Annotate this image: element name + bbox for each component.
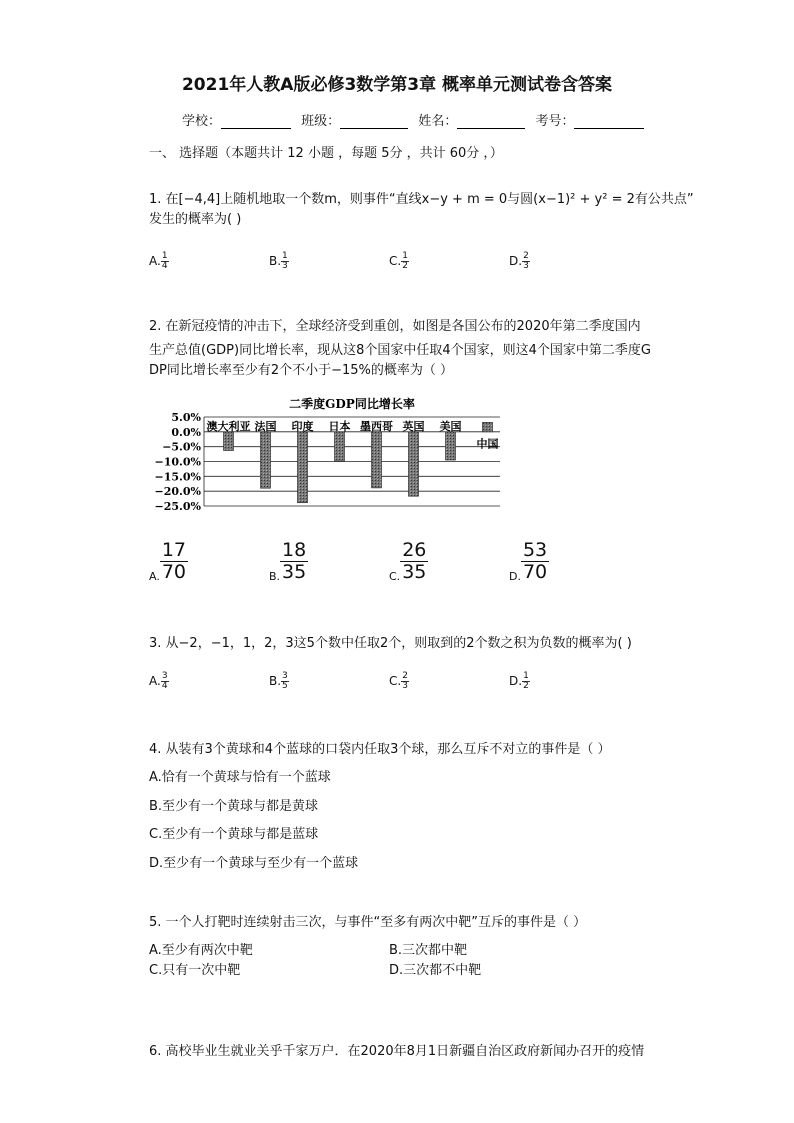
option-letter: A. (149, 674, 161, 688)
numerator: 2 (402, 671, 408, 681)
category-label: 墨西哥 (360, 419, 393, 433)
category-label: 澳大利亚 (206, 419, 251, 433)
name-blank (457, 114, 525, 129)
fraction (400, 540, 428, 583)
page-title: 2021年人教A版必修3数学第3章 概率单元测试卷含答案 (181, 75, 613, 95)
fraction (281, 672, 289, 691)
denominator: 3 (282, 261, 288, 271)
y-tick-label: −15.0% (154, 470, 201, 484)
option-letter: B. (269, 674, 282, 688)
fraction (281, 252, 289, 271)
denominator: 4 (161, 681, 168, 691)
student-info-row (182, 110, 644, 129)
y-tick-label: −5.0% (162, 440, 201, 454)
question-2-line-1: 2. 在新冠疫情的冲击下，全球经济受到重创，如图是各国公布的2020年第二季度国内 (149, 319, 641, 334)
question-5-option-c: C.只有一次中靶 (149, 963, 241, 978)
option-letter: A. (149, 570, 160, 583)
bar-0 (224, 432, 234, 451)
option-letter: A. (149, 254, 161, 268)
numerator: 3 (161, 671, 168, 681)
q3-option-c (389, 672, 409, 691)
q2-option-d (509, 540, 549, 583)
numerator: 26 (402, 539, 427, 561)
class-label: 班级： (301, 114, 341, 129)
q1-option-c (389, 252, 409, 271)
bar-4 (372, 432, 382, 488)
numerator: 17 (161, 539, 187, 561)
fraction (401, 672, 409, 691)
gdp-growth-chart (150, 393, 510, 515)
question-1-line-1: 1. 在[−4,4]上随机地取一个数m，则事件“直线x−y + m = 0与圆(x−1)² + y² = 2有公共点” (149, 192, 694, 207)
q1-option-a (149, 252, 169, 271)
name-label: 姓名： (418, 114, 458, 129)
numerator: 1 (402, 251, 408, 261)
fraction (401, 252, 409, 271)
q1-option-b (269, 252, 289, 271)
bar-3 (335, 432, 345, 461)
school-blank (221, 114, 291, 129)
number-label: 考号： (535, 114, 575, 129)
option-letter: C. (389, 570, 401, 583)
option-letter: D. (509, 570, 521, 583)
fraction (522, 672, 530, 691)
numerator: 3 (282, 671, 288, 681)
question-5-option-d: D.三次都不中靶 (389, 963, 482, 978)
q3-option-b (269, 672, 289, 691)
category-label: 中国 (476, 437, 499, 451)
denominator: 4 (161, 261, 168, 271)
question-5-option-a: A.至少有两次中靶 (149, 943, 253, 958)
question-2-line-2: 生产总值(GDP)同比增长率，现从这8个国家中任取4个国家，则这4个国家中第二季度G (149, 343, 651, 358)
q2-option-b (269, 540, 308, 583)
option-letter: C. (389, 674, 402, 688)
denominator: 70 (522, 561, 548, 583)
category-label: 印度 (291, 419, 314, 433)
number-blank (574, 114, 644, 129)
denominator: 2 (402, 261, 408, 271)
question-4-option-a: A.恰有一个黄球与恰有一个蓝球 (149, 770, 331, 785)
numerator: 1 (282, 251, 288, 261)
fraction (161, 672, 169, 691)
question-6-line-1: 6. 高校毕业生就业关乎千家万户．在2020年8月1日新疆自治区政府新闻办召开的疫情 (149, 1044, 645, 1059)
y-tick-label: 5.0% (171, 411, 201, 424)
question-5-option-b: B.三次都中靶 (389, 943, 468, 958)
denominator: 5 (282, 681, 288, 691)
question-3-line-1: 3. 从−2，−1，1，2，3这5个数中任取2个，则取到的2个数之积为负数的概率为( ) (149, 636, 632, 651)
fraction (521, 540, 549, 583)
question-2-line-3: DP同比增长率至少有2个不小于−15%的概率为（ ） (149, 363, 454, 378)
chart-title: 二季度GDP同比增长率 (289, 397, 415, 411)
q2-option-c (389, 540, 428, 583)
numerator: 18 (282, 539, 307, 561)
category-label: 日本 (328, 419, 351, 433)
fraction (161, 252, 169, 271)
category-label: 美国 (439, 419, 462, 433)
bar-1 (261, 432, 271, 488)
numerator: 2 (523, 251, 529, 261)
question-4-line-1: 4. 从装有3个黄球和4个蓝球的口袋内任取3个球，那么互斥不对立的事件是（ ） (149, 742, 611, 757)
school-label: 学校： (182, 114, 222, 129)
y-tick-label: 0.0% (171, 425, 201, 439)
denominator: 35 (402, 561, 427, 583)
y-tick-label: −10.0% (154, 455, 201, 469)
fraction (160, 540, 188, 583)
fraction (522, 252, 530, 271)
bar-5 (409, 432, 419, 496)
denominator: 3 (402, 681, 408, 691)
section-heading: 一、 选择题（本题共计 12 小题 ，每题 5分 ，共计 60分 ，） (149, 146, 503, 161)
bar-7 (483, 422, 493, 431)
denominator: 70 (161, 561, 187, 583)
q3-option-d (509, 672, 530, 691)
numerator: 1 (523, 671, 529, 681)
question-4-option-b: B.至少有一个黄球与都是黄球 (149, 799, 319, 814)
q3-option-a (149, 672, 169, 691)
question-5-line-1: 5. 一个人打靶时连续射击三次，与事件“至多有两次中靶”互斥的事件是（ ） (149, 915, 587, 930)
bar-6 (446, 432, 456, 460)
category-label: 英国 (402, 419, 425, 433)
y-tick-label: −20.0% (154, 485, 201, 499)
bar-2 (298, 432, 308, 503)
denominator: 2 (523, 681, 529, 691)
numerator: 53 (522, 539, 548, 561)
option-letter: C. (389, 254, 402, 268)
option-letter: D. (509, 254, 523, 268)
class-blank (340, 114, 408, 129)
category-label: 法国 (254, 419, 277, 433)
denominator: 35 (282, 561, 307, 583)
question-4-option-d: D.至少有一个黄球与至少有一个蓝球 (149, 856, 359, 871)
denominator: 3 (523, 261, 529, 271)
question-4-option-c: C.至少有一个黄球与都是蓝球 (149, 827, 319, 842)
fraction (280, 540, 308, 583)
option-letter: B. (269, 254, 282, 268)
q2-option-a (149, 540, 188, 583)
question-1-line-2: 发生的概率为( ) (149, 212, 242, 227)
option-letter: B. (269, 570, 281, 583)
option-letter: D. (509, 674, 523, 688)
q1-option-d (509, 252, 530, 271)
y-tick-label: −25.0% (154, 500, 201, 513)
numerator: 1 (161, 251, 168, 261)
